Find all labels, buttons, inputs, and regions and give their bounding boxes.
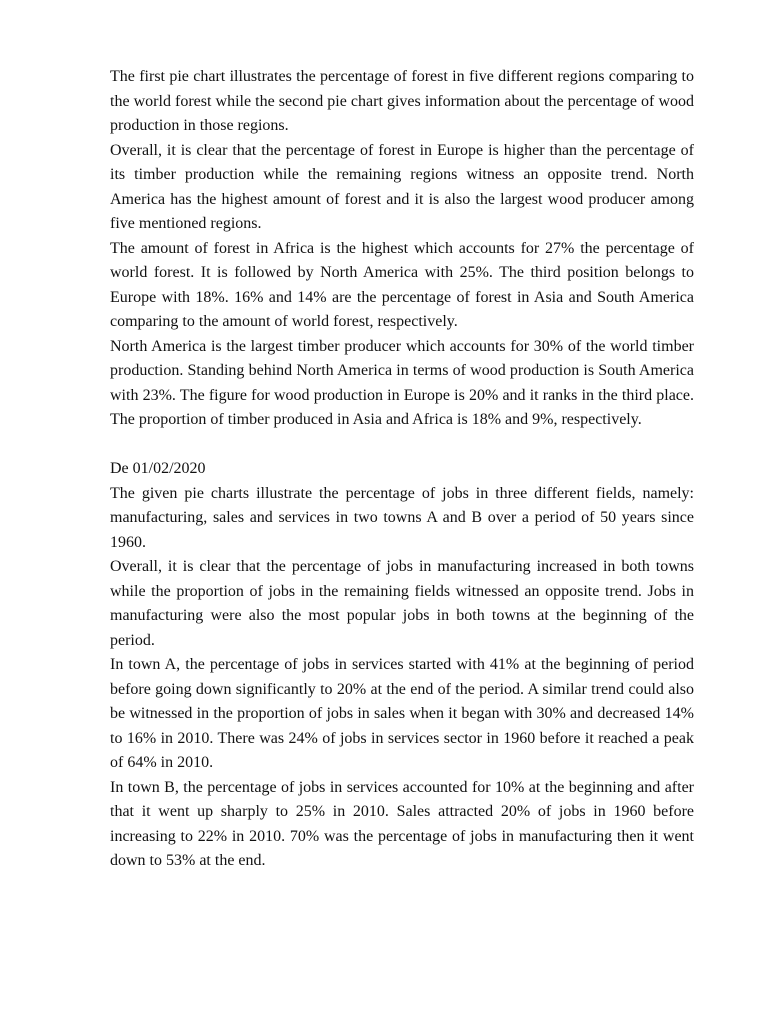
essay2-paragraph-town-a: In town A, the percentage of jobs in services started with 41% at the beginning of period before going down significantly to 20% at the end of the period. A similar trend could also be witnessed in the proportion of jobs in sales when it began with 30% and decreased 14% to 16% in 2010. There was 24% of jobs in services sector in 1960 before it reached a peak of 64% in 2010. [110,656,694,771]
essay1-paragraph-forest: The amount of forest in Africa is the highest which accounts for 27% the percentage of world forest. It is followed by North America with 25%. The third position belongs to Europe with 18%. 16% and 14% are the percentage of forest in Asia and South America comparing to the amount of world forest, respectively. [110,239,694,330]
essay2-date: De 01/02/2020 [110,460,206,477]
essay2-paragraph-town-b: In town B, the percentage of jobs in services accounted for 10% at the beginning and after that it went up sharply to 25% in 2010. Sales attracted 20% of jobs in 1960 before increasing to 22% in 2010. 70% was the percentage of jobs in manufacturing then it went down to 53% at the end. [110,778,694,869]
section-spacer [110,433,694,458]
essay2-paragraph-intro: The given pie charts illustrate the percentage of jobs in three different fields, namely: manufacturing, sales and services in two towns A and B over a period of 50 years since 1960. [110,484,694,551]
essay1-paragraph-overview: Overall, it is clear that the percentage of forest in Europe is higher than the percentage of its timber production while the remaining regions witness an opposite trend. North America has the highest amount of forest and it is also the largest wood producer among five mentioned regions. [110,141,694,232]
essay2-paragraph-overview: Overall, it is clear that the percentage of jobs in manufacturing increased in both towns while the proportion of jobs in the remaining fields witnessed an opposite trend. Jobs in manufacturing were also the most popular jobs in both towns at the beginning of the period. [110,558,694,649]
essay1-paragraph-timber: North America is the largest timber producer which accounts for 30% of the world timber production. Standing behind North America in terms of wood production is South America with 23%. The figure for wood production in Europe is 20% and it ranks in the third place. The proportion of timber produced in Asia and Africa is 18% and 9%, respectively. [110,337,694,428]
essay1-paragraph-intro: The first pie chart illustrates the percentage of forest in five different regions comparing to the world forest while the second pie chart gives information about the percentage of wood production in those regions. [110,68,694,134]
document-page [110,65,694,874]
